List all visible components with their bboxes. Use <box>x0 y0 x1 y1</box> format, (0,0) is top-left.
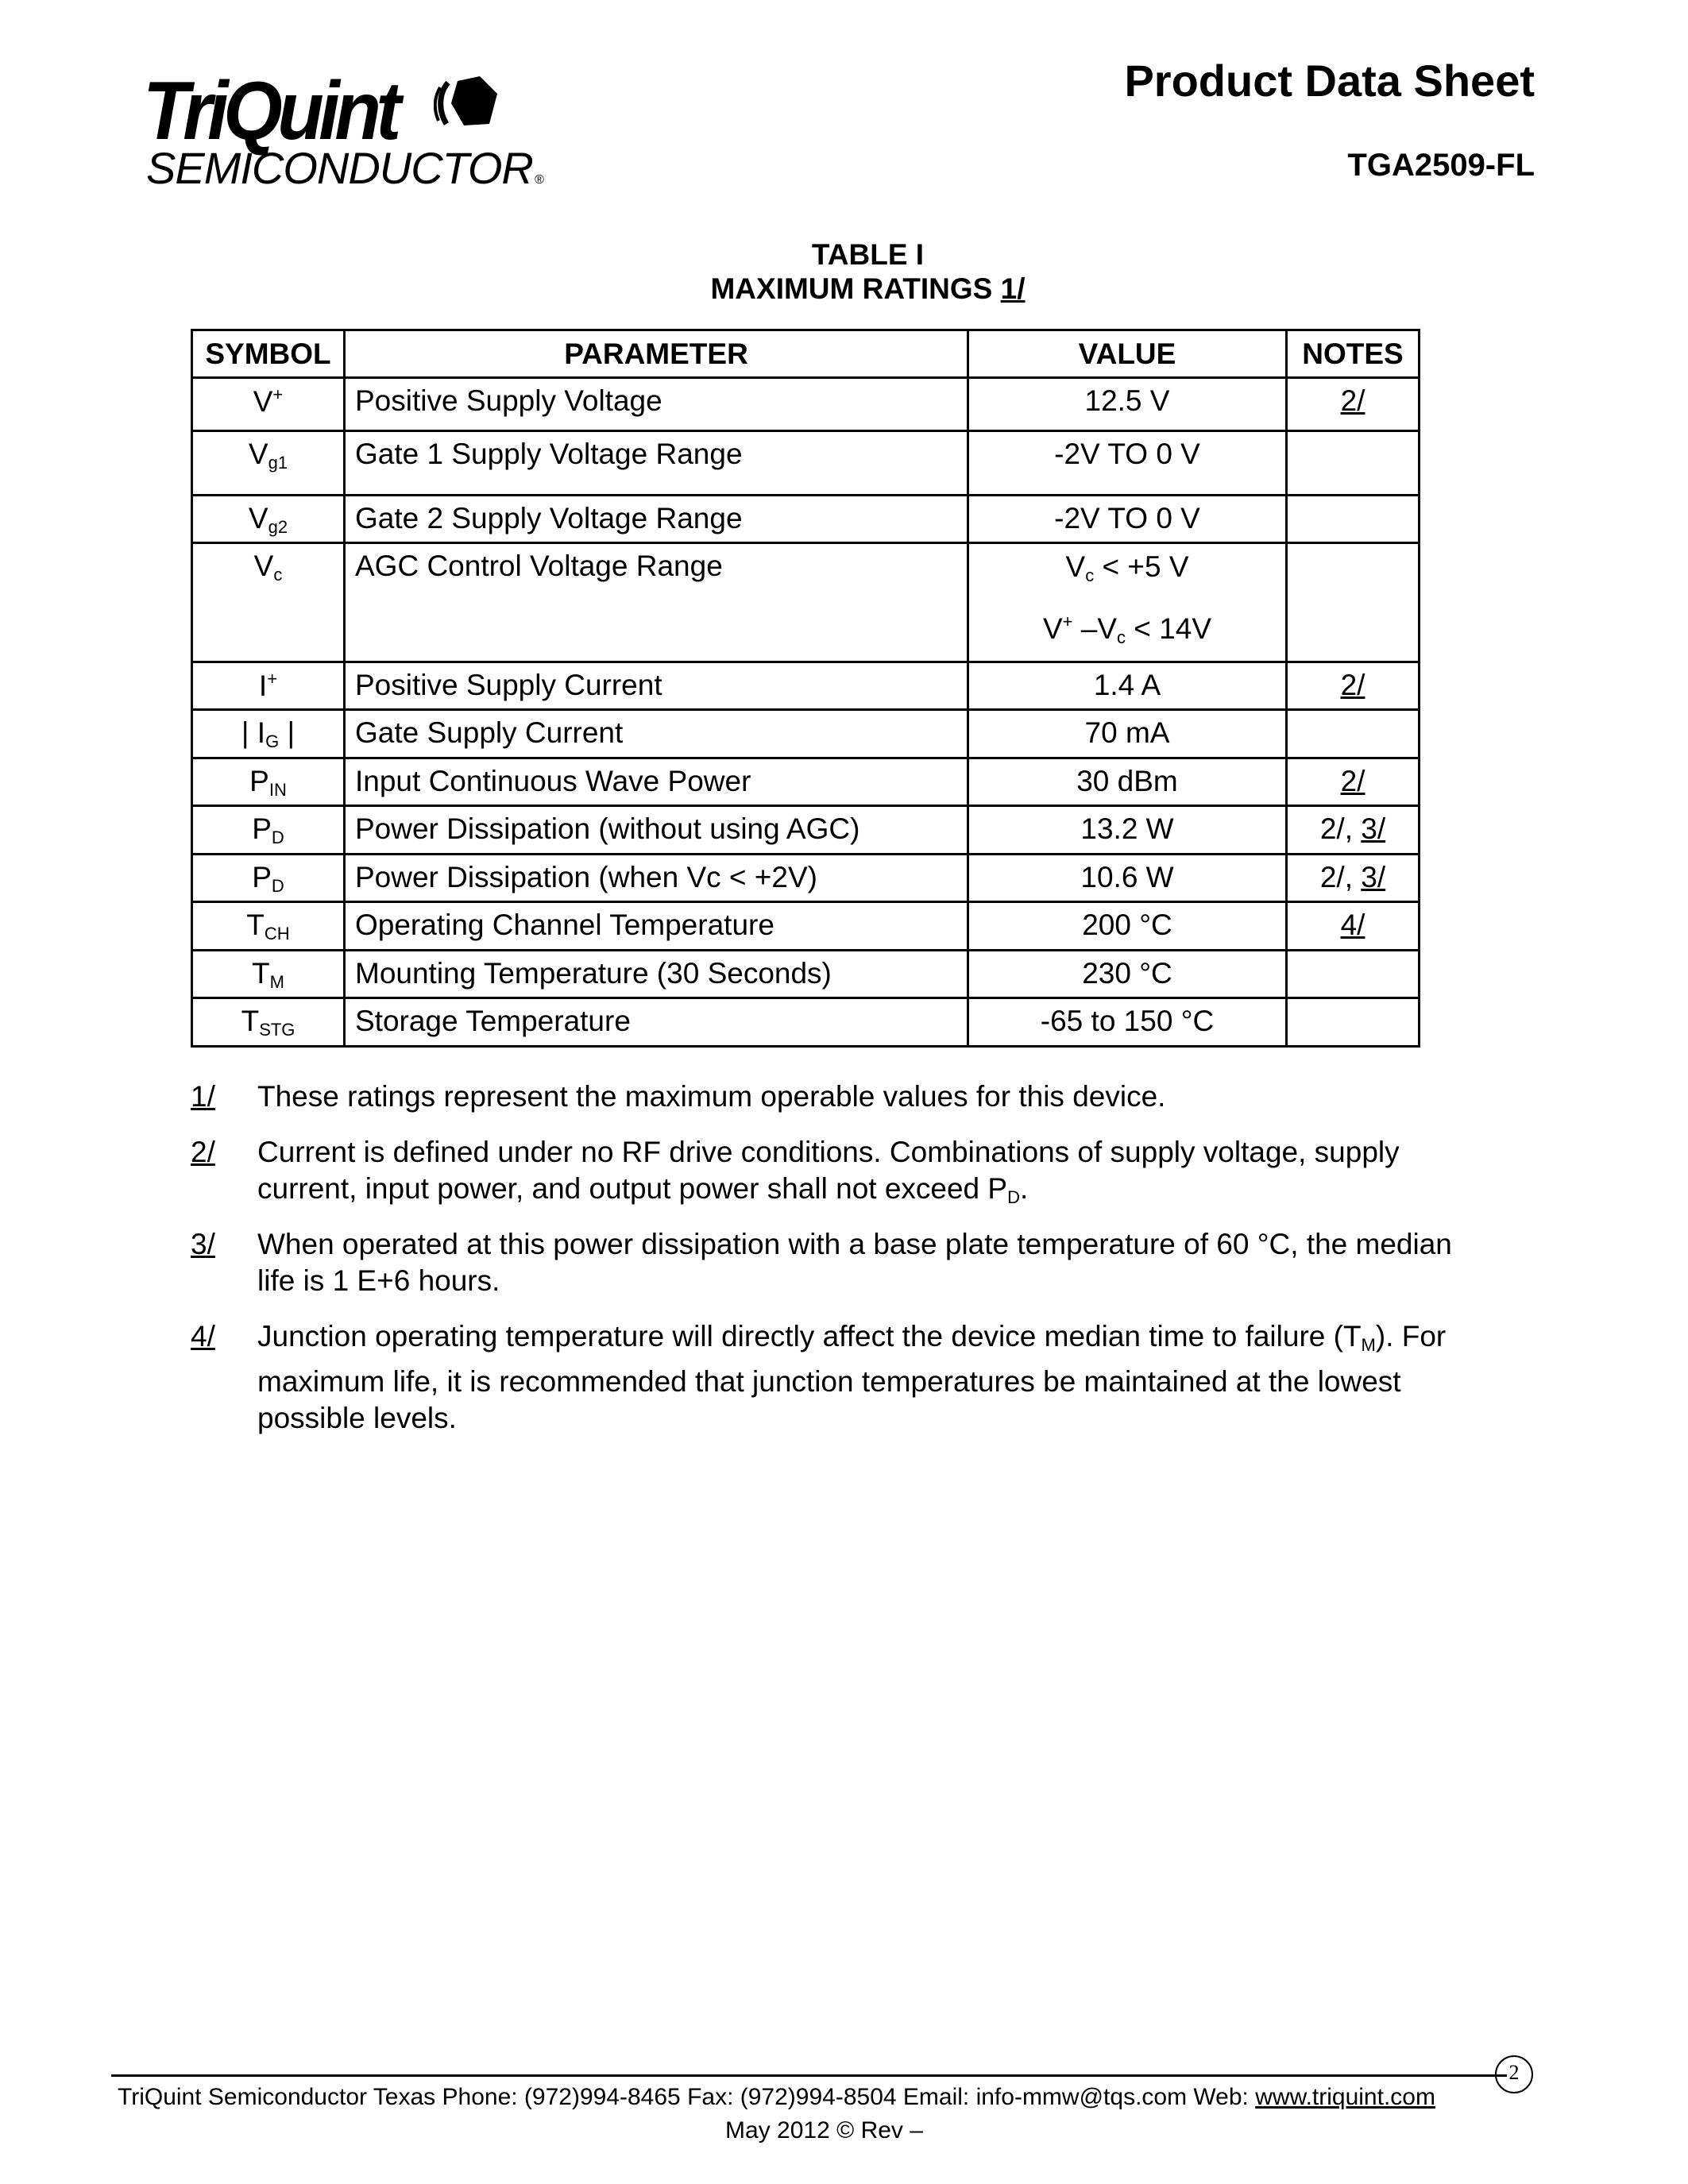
table-row <box>192 431 1420 496</box>
footnote-text <box>257 1318 1497 1437</box>
pentagon-logo-icon <box>434 75 521 138</box>
parameter-text: Positive Supply Current <box>355 669 662 701</box>
note-ref <box>1288 999 1418 1005</box>
note-ref <box>1288 711 1418 717</box>
value-text: –V <box>1072 612 1118 645</box>
symbol-text: V <box>253 385 273 418</box>
value-text: < 14V <box>1126 612 1212 645</box>
symbol-text: | I <box>241 716 266 749</box>
notes-cell <box>1287 496 1420 543</box>
table-caption-text: MAXIMUM RATINGS <box>710 272 1001 305</box>
value-cell <box>968 378 1287 431</box>
symbol-text: | <box>279 716 295 749</box>
footnote-text-part: ). For maximum life, it is recommended that junction temperatures be maintained at the lowest possible levels. <box>257 1320 1447 1434</box>
table-row <box>192 951 1420 998</box>
value-cell <box>968 543 1287 662</box>
note-ref <box>1288 496 1418 503</box>
page-number: 2 <box>1495 2055 1533 2093</box>
footnote-text-part: Junction operating temperature will directly affect the device median time to failure (T <box>257 1320 1362 1352</box>
value-text: -2V TO 0 V <box>1054 502 1200 534</box>
table-row <box>192 543 1420 662</box>
footnote-text-part: Current is defined under no RF drive conditions. Combinations of supply voltage, supply current, input power, and output power shall not exceed P <box>257 1136 1400 1205</box>
symbol-cell <box>192 662 345 710</box>
value-superscript: + <box>1062 612 1073 631</box>
agc-value-line-1 <box>969 544 1285 599</box>
table-row <box>192 998 1420 1047</box>
registered-mark: ® <box>534 173 543 187</box>
note-ref: 3/ <box>1361 812 1386 845</box>
symbol-subscript: D <box>271 876 284 896</box>
footnote-text-part: . <box>1020 1172 1029 1205</box>
maximum-ratings-table <box>191 329 1420 1048</box>
parameter-cell <box>345 496 968 543</box>
notes-cell <box>1287 951 1420 998</box>
value-cell <box>968 998 1287 1047</box>
footnote-number: 1/ <box>191 1080 215 1113</box>
note-ref: 2/ <box>1340 384 1365 417</box>
symbol-subscript: IN <box>268 780 287 800</box>
symbol-cell <box>192 378 345 431</box>
value-cell <box>968 951 1287 998</box>
value-cell <box>968 902 1287 951</box>
parameter-cell <box>345 543 968 662</box>
symbol-subscript: g2 <box>268 517 288 537</box>
table-header-row <box>192 330 1420 378</box>
value-subscript: c <box>1085 565 1095 585</box>
logo-subtitle-text: SEMICONDUCTOR <box>146 143 533 193</box>
logo-wordmark: TriQuint <box>143 65 396 157</box>
parameter-cell <box>345 758 968 806</box>
symbol-text: T <box>252 957 270 990</box>
footnote-text: When operated at this power dissipation with a base plate temperature of 60 °C, the median life is 1 E+6 hours. <box>257 1228 1452 1297</box>
parameter-text: Storage Temperature <box>355 1005 631 1037</box>
symbol-text: P <box>252 812 272 845</box>
value-subscript: c <box>1117 627 1126 647</box>
parameter-text: AGC Control Voltage Range <box>355 550 723 582</box>
footnote-text: These ratings represent the maximum operable values for this device. <box>257 1080 1166 1113</box>
notes-cell <box>1287 855 1420 902</box>
value-cell <box>968 496 1287 543</box>
symbol-cell <box>192 855 345 902</box>
symbol-text: V <box>253 550 274 582</box>
notes-cell <box>1287 431 1420 496</box>
notes-cell <box>1287 378 1420 431</box>
symbol-text: P <box>252 861 272 893</box>
symbol-cell <box>192 758 345 806</box>
table-row <box>192 758 1420 806</box>
parameter-text: Positive Supply Voltage <box>355 384 662 417</box>
note-ref: 2/, <box>1319 861 1362 893</box>
parameter-cell <box>345 902 968 951</box>
note-ref: 4/ <box>1340 909 1365 941</box>
note-ref: 2/ <box>1340 669 1365 701</box>
symbol-cell <box>192 951 345 998</box>
company-logo <box>143 65 543 193</box>
symbol-subscript: M <box>269 972 284 992</box>
notes-cell <box>1287 902 1420 951</box>
parameter-text: Operating Channel Temperature <box>355 909 774 941</box>
value-cell <box>968 431 1287 496</box>
symbol-text: T <box>246 909 265 941</box>
table-row <box>192 902 1420 951</box>
footer-divider <box>111 2074 1507 2077</box>
parameter-text: Mounting Temperature (30 Seconds) <box>355 957 832 990</box>
value-text: V <box>1065 550 1086 583</box>
col-header-notes: NOTES <box>1287 330 1420 378</box>
symbol-subscript: STG <box>259 1020 295 1040</box>
symbol-cell <box>192 431 345 496</box>
symbol-text: I <box>258 669 268 702</box>
parameter-cell <box>345 998 968 1047</box>
symbol-subscript: G <box>265 731 280 751</box>
col-header-parameter: PARAMETER <box>345 330 968 378</box>
parameter-cell <box>345 806 968 855</box>
value-text: 230 °C <box>1082 957 1172 990</box>
symbol-text: T <box>241 1005 260 1037</box>
table-row <box>192 662 1420 710</box>
symbol-cell <box>192 496 345 543</box>
notes-cell <box>1287 662 1420 710</box>
footer-web-link[interactable]: www.triquint.com <box>1255 2084 1435 2110</box>
parameter-cell <box>345 662 968 710</box>
footnote-subscript: M <box>1361 1335 1376 1355</box>
col-header-symbol: SYMBOL <box>192 330 345 378</box>
agc-value-lines <box>969 544 1285 661</box>
symbol-superscript: + <box>272 384 284 404</box>
value-text: 10.6 W <box>1080 861 1174 893</box>
symbol-subscript: c <box>273 565 283 585</box>
footnote-number: 3/ <box>191 1228 215 1260</box>
symbol-text: P <box>249 765 269 797</box>
table-caption-note-ref: 1/ <box>1000 272 1026 305</box>
symbol-cell <box>192 998 345 1047</box>
notes-cell <box>1287 998 1420 1047</box>
footer-revision: May 2012 © Rev – <box>725 2117 923 2143</box>
note-ref <box>1288 432 1418 438</box>
value-cell <box>968 710 1287 758</box>
value-text: 1.4 A <box>1093 669 1161 701</box>
note-ref: 2/, <box>1319 812 1362 845</box>
footnote-number: 2/ <box>191 1136 215 1168</box>
agc-value-line-2 <box>969 599 1285 661</box>
value-text: 12.5 V <box>1084 384 1170 417</box>
table-caption-2 <box>0 274 1688 303</box>
value-text: 13.2 W <box>1080 812 1174 845</box>
parameter-text: Power Dissipation (without using AGC) <box>355 812 860 845</box>
logo-subtitle <box>146 143 543 193</box>
note-ref <box>1288 951 1418 958</box>
symbol-subscript: g1 <box>268 453 288 473</box>
parameter-cell <box>345 951 968 998</box>
footnote-subscript: D <box>1007 1187 1020 1207</box>
table-row <box>192 710 1420 758</box>
symbol-cell <box>192 902 345 951</box>
parameter-text: Gate Supply Current <box>355 716 624 749</box>
footer-contact-text: TriQuint Semiconductor Texas Phone: (972)994-8465 Fax: (972)994-8504 Email: info-mmw@tqs.com Web: <box>118 2084 1256 2110</box>
notes-cell <box>1287 806 1420 855</box>
value-text: 30 dBm <box>1076 765 1178 797</box>
parameter-cell <box>345 710 968 758</box>
col-header-value: VALUE <box>968 330 1287 378</box>
part-number: TGA2509-FL <box>1347 148 1535 183</box>
value-text: 200 °C <box>1082 909 1172 941</box>
value-cell <box>968 855 1287 902</box>
parameter-cell <box>345 378 968 431</box>
symbol-subscript: D <box>271 828 284 847</box>
symbol-text: V <box>248 438 268 470</box>
symbol-cell <box>192 806 345 855</box>
symbol-superscript: + <box>267 669 278 689</box>
note-ref <box>1288 544 1418 550</box>
value-text: -65 to 150 °C <box>1040 1005 1215 1037</box>
value-cell <box>968 662 1287 710</box>
parameter-cell <box>345 855 968 902</box>
parameter-cell <box>345 431 968 496</box>
symbol-subscript: CH <box>264 924 290 943</box>
note-ref: 2/ <box>1340 765 1365 797</box>
parameter-text: Gate 1 Supply Voltage Range <box>355 438 743 470</box>
footnote-text <box>257 1134 1497 1216</box>
symbol-cell <box>192 543 345 662</box>
table-row <box>192 806 1420 855</box>
value-text: < +5 V <box>1094 550 1189 583</box>
symbol-text: V <box>248 502 268 534</box>
footnote-number: 4/ <box>191 1320 215 1352</box>
note-ref: 3/ <box>1361 861 1386 893</box>
symbol-cell <box>192 710 345 758</box>
value-text: 70 mA <box>1084 716 1170 749</box>
value-text: -2V TO 0 V <box>1054 438 1200 470</box>
table-caption-1: TABLE I <box>811 238 925 271</box>
parameter-text: Input Continuous Wave Power <box>355 765 751 797</box>
table-row <box>192 855 1420 902</box>
parameter-text: Power Dissipation (when Vc < +2V) <box>355 861 817 893</box>
table-row <box>192 496 1420 543</box>
page-title: Product Data Sheet <box>1124 56 1535 106</box>
footer-contact <box>118 2086 1435 2109</box>
value-text: V <box>1042 612 1063 645</box>
notes-cell <box>1287 758 1420 806</box>
parameter-text: Gate 2 Supply Voltage Range <box>355 502 743 534</box>
value-cell <box>968 806 1287 855</box>
value-cell <box>968 758 1287 806</box>
notes-cell <box>1287 543 1420 662</box>
notes-cell <box>1287 710 1420 758</box>
table-row <box>192 378 1420 431</box>
